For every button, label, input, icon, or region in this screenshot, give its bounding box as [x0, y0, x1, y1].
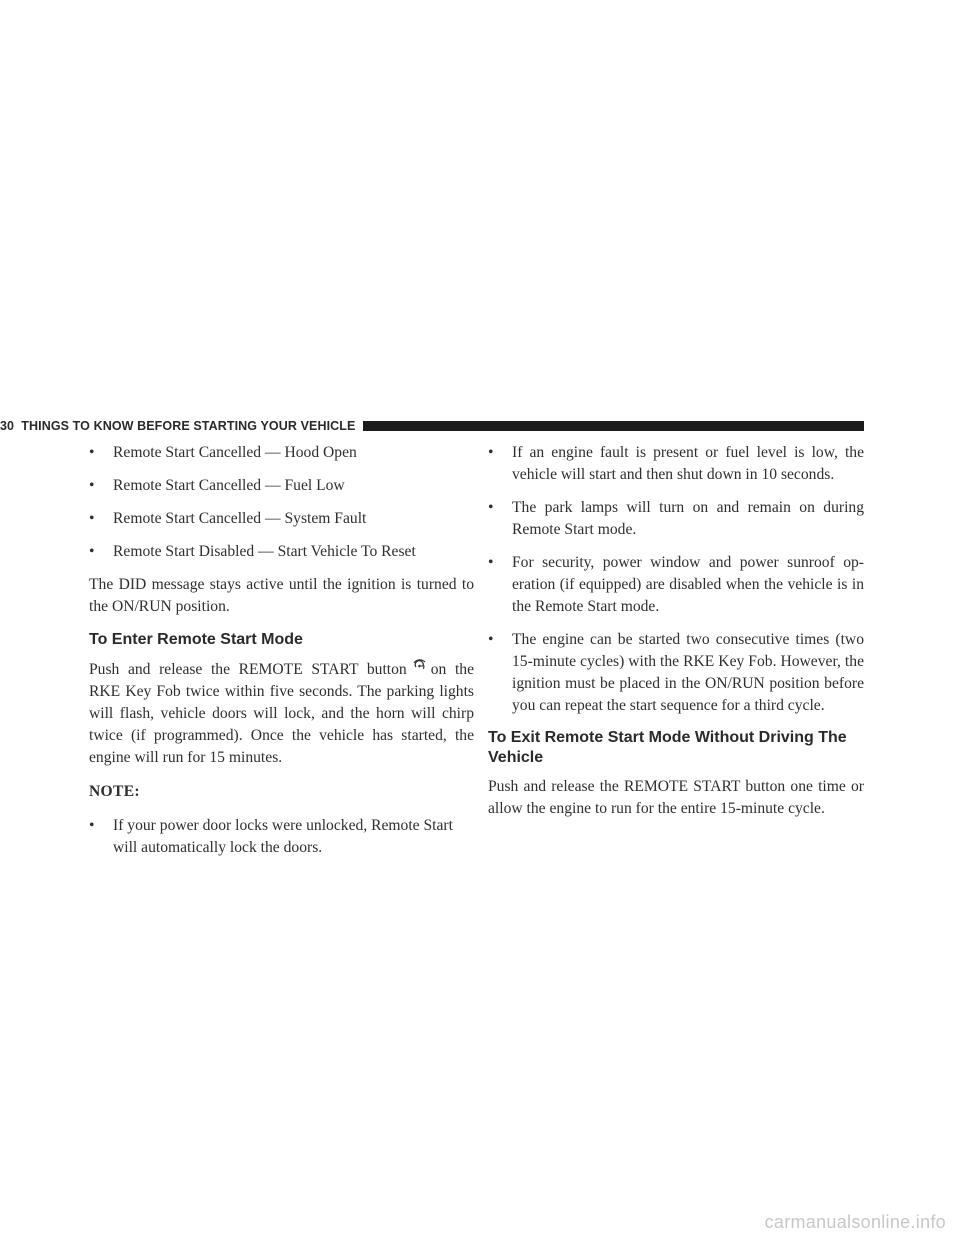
section-title: THINGS TO KNOW BEFORE STARTING YOUR VEHICLE	[21, 419, 356, 433]
bullet-dot: •	[89, 477, 95, 494]
enter-text-before-icon: Push and release the REMOTE START button	[89, 661, 407, 678]
watermark-text: carmanualsonline.info	[764, 1212, 946, 1232]
list-item	[89, 475, 474, 497]
bullet-text: For security, power window and power sunroof op-eration (if equipped) are disabled when the vehicle is in the Remote Start mode.	[512, 554, 864, 615]
bullet-text: Remote Start Disabled — Start Vehicle To Reset	[113, 543, 416, 560]
page-header	[0, 418, 864, 434]
list-item	[488, 552, 864, 618]
bullet-dot: •	[89, 817, 95, 834]
enter-remote-start-heading: To Enter Remote Start Mode	[89, 631, 303, 648]
header-rule	[363, 421, 864, 431]
bullet-dot: •	[488, 631, 494, 648]
list-item	[488, 629, 864, 717]
list-item	[89, 815, 474, 859]
list-item	[89, 541, 474, 563]
list-item	[488, 497, 864, 541]
bullet-dot: •	[89, 444, 95, 461]
bullet-dot: •	[488, 499, 494, 516]
bullet-dot: •	[488, 554, 494, 571]
header-text	[0, 419, 355, 433]
list-item	[89, 508, 474, 530]
watermark	[0, 1212, 960, 1242]
bullet-text: Remote Start Cancelled — Fuel Low	[113, 477, 345, 494]
right-column	[488, 442, 864, 832]
bullet-text: Remote Start Cancelled — System Fault	[113, 510, 367, 527]
exit-remote-start-heading: To Exit Remote Start Mode Without Driving The Vehicle	[488, 729, 847, 766]
bullet-text: The park lamps will turn on and remain on during Remote Start mode.	[512, 499, 864, 538]
left-column	[89, 442, 474, 870]
bullet-text: If your power door locks were unlocked, Remote Start will automatically lock the doors.	[113, 817, 453, 856]
bullet-text: The engine can be started two consecutive times (two 15-minute cycles) with the RKE Key Fob. However, the ignition must be placed in the ON/RUN position before you can repeat the start sequence for a third cycle.	[512, 631, 864, 714]
bullet-dot: •	[488, 444, 494, 461]
enter-paragraph	[89, 658, 474, 769]
bullet-dot: •	[89, 543, 95, 560]
did-paragraph: The DID message stays active until the ignition is turned to the ON/RUN position.	[89, 576, 474, 615]
page-number: 30	[0, 419, 15, 433]
list-item	[488, 442, 864, 486]
remote-start-icon	[411, 658, 429, 672]
bullet-text: Remote Start Cancelled — Hood Open	[113, 444, 357, 461]
bullet-text: If an engine fault is present or fuel level is low, the vehicle will start and then shut down in 10 seconds.	[512, 444, 864, 483]
exit-paragraph: Push and release the REMOTE START button one time or allow the engine to run for the entire 15-minute cycle.	[488, 778, 864, 817]
bullet-dot: •	[89, 510, 95, 527]
note-label: NOTE:	[89, 783, 140, 800]
list-item	[89, 442, 474, 464]
enter-text-after-icon: on the RKE Key Fob twice within five seconds. The parking lights will flash, vehicle doors will lock, and the horn will chirp twice (if programmed). Once the vehicle has started, the engine will run for 15 minutes.	[89, 661, 474, 766]
